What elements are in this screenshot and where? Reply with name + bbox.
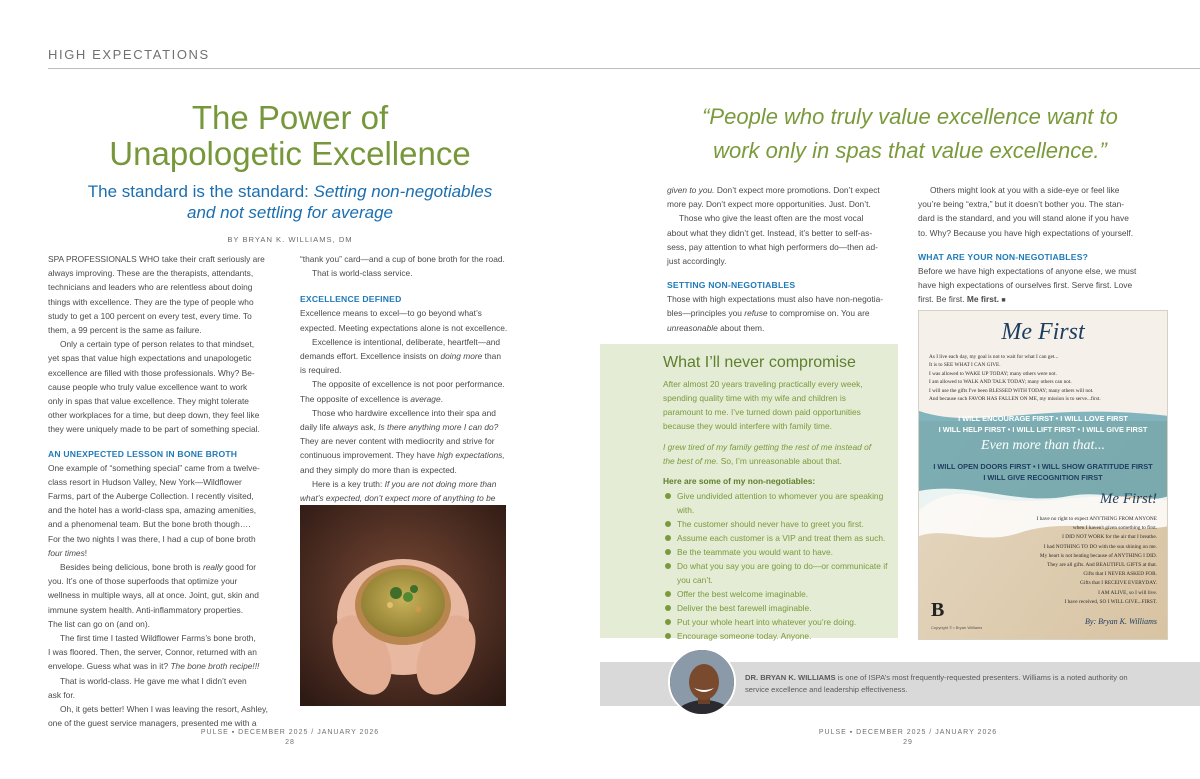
list-item: Give undivided attention to whomever you are speaking with. <box>663 489 893 517</box>
poster-title: Me First <box>1001 319 1085 345</box>
italic-text: really <box>202 562 223 573</box>
text-run: Don’t expect more promotions. Don’t expect <box>714 185 880 195</box>
text-line: to. Why? Because you have high expectations of yourself. <box>918 227 1134 238</box>
poster-line: I was allowed to WAKE UP TODAY; many others were not. <box>929 370 1057 377</box>
bold-text: Me first. <box>966 294 999 305</box>
text-line: Farms, part of the Auberge Collection. I recently visited, <box>48 491 254 502</box>
text-run: envelope. Guess what was in it? <box>48 661 171 672</box>
list-item: Be the teammate you would want to have. <box>663 545 893 559</box>
article-title <box>85 100 495 172</box>
poster-closing <box>929 515 1157 607</box>
text-line: because they would interfere with family time. <box>663 421 832 431</box>
col1-para-7 <box>48 702 286 730</box>
text-line: ask for. <box>48 689 75 700</box>
italic-text: average <box>410 393 441 404</box>
author-avatar <box>668 648 736 716</box>
section-heading: EXCELLENCE DEFINED <box>300 294 402 305</box>
title-line-1: The Power of <box>191 99 389 136</box>
text-line: more pay. Don’t expect more opportunities. Just. Don’t. <box>667 199 871 210</box>
poster-line: And because such FAVOR HAS FALLEN ON ME, my mission is to serve...first. <box>929 396 1101 403</box>
text-run: Besides being delicious, bone broth is <box>60 562 203 573</box>
poster-line: when I haven't given something to first. <box>1072 525 1157 532</box>
column-4 <box>918 183 1178 308</box>
text-line: you. It’s one of those superfoods that optimize your <box>48 576 238 587</box>
text-run: demands effort. Excellence insists on <box>300 351 441 362</box>
text-line: have high expectations of ourselves first. Serve first. Love <box>918 280 1133 291</box>
poster-line: I WILL ENCOURAGE FIRST • I WILL LOVE FIRST <box>958 414 1128 423</box>
text-run: about them. <box>717 322 765 333</box>
text-line: Before we have high expectations of anyone else, we must <box>918 265 1137 276</box>
text-line: and a phenomenal team. But the bone broth though…. <box>48 519 251 530</box>
col1-para-1 <box>48 252 286 337</box>
text-run: The opposite of excellence is <box>300 393 411 404</box>
footer-publication: PULSE ▪ DECEMBER 2025 / JANUARY 2026 <box>818 729 998 736</box>
section-heading: SETTING NON-NEGOTIABLES <box>667 280 796 291</box>
text-line: The first time I tasted Wildflower Farms’s bone broth, <box>60 633 256 644</box>
italic-text: refuse <box>744 308 768 319</box>
italic-text: doing more <box>440 351 483 362</box>
poster-logo: B <box>931 599 945 621</box>
pull-quote-line: “People who truly value excellence want to <box>702 104 1118 129</box>
subtitle-italic-2: and not settling for average <box>186 203 394 222</box>
italic-text: given to you. <box>667 185 715 195</box>
column-3 <box>667 183 903 335</box>
italic-text: If you are not doing more than <box>384 478 497 489</box>
text-run: good for <box>222 562 257 573</box>
text-run: is one of ISPA’s most frequently-requested presenters. Williams is a noted authority on <box>835 673 1128 682</box>
poster-pledge-2 <box>929 461 1157 483</box>
text-line: study to get a 100 percent on every test, every time. To <box>48 310 252 321</box>
poster-subtitle: Even more than that... <box>981 438 1105 453</box>
column-2 <box>300 252 520 505</box>
pull-quote <box>630 100 1190 168</box>
text-line: yet spas that value high expectations and unapologetic <box>48 353 252 364</box>
text-line: Those who hardwire excellence into their spa and <box>312 407 496 418</box>
poster-line: I will use the gifts I've been BLESSED WITH TODAY; many others will not. <box>929 387 1094 394</box>
subtitle-plain: The standard is the standard: <box>87 182 314 201</box>
header-rule <box>48 68 1200 69</box>
text-line: about what they didn’t get. Instead, it’s better to self-as- <box>667 227 873 238</box>
text-run: Here is a key truth: <box>312 478 385 489</box>
text-line: service excellence and leadership effectiveness. <box>745 685 908 694</box>
text-line: Excellence is intentional, deliberate, heartfelt—and <box>312 336 501 347</box>
text-line: wellness in multiple ways, all at once. Joint, gut, skin and <box>48 590 259 601</box>
col1-para-3 <box>48 461 286 560</box>
poster-copyright: Copyright © • Bryan Williams <box>931 625 983 630</box>
author-name: DR. BRYAN K. WILLIAMS <box>745 673 836 682</box>
page-number: 28 <box>285 739 295 746</box>
text-line: technicians and leaders who are relentless about doing <box>48 282 253 293</box>
poster-line: I have no right to expect ANYTHING FROM ANYONE <box>1036 516 1157 522</box>
text-line: SPA PROFESSIONALS WHO take their craft seriously are <box>48 254 265 264</box>
subtitle-italic-1: Setting non-negotiables <box>313 182 493 201</box>
italic-text: high expectations, <box>437 450 505 461</box>
text-line: sess, pay attention to what high performers do—then ad- <box>667 241 878 252</box>
poster-line: My heart is not beating because of ANYTHING I DID. <box>1039 552 1157 559</box>
list-item: Do what you say you are going to do—or communicate if you can’t. <box>663 559 893 587</box>
text-line: only in spas that value excellence. They might tolerate <box>48 396 249 407</box>
italic-text: Is there anything more I can do? <box>378 422 499 433</box>
text-line: and they simply do more than is expected. <box>300 464 457 475</box>
list-item: Offer the best welcome imaginable. <box>663 587 893 601</box>
title-line-2: Unapologetic Excellence <box>109 135 471 172</box>
text-line: excellence are filled with those professionals. Why? Be- <box>48 367 255 378</box>
text-run: bles—principles you <box>667 308 745 319</box>
poster-line: I WILL GIVE RECOGNITION FIRST <box>983 473 1103 482</box>
text-line: For the two nights I was there, I had a cup of bone broth <box>48 533 256 544</box>
poster-line: I am allowed to WALK AND TALK TODAY; many others can not. <box>929 379 1072 386</box>
non-negotiables-list <box>663 489 893 643</box>
section-heading: WHAT ARE YOUR NON-NEGOTIABLES? <box>918 251 1089 262</box>
text-run: ! <box>84 547 88 558</box>
text-line: other workplaces for a time, but deep down, they feel like <box>48 410 260 421</box>
text-line: expected. Meeting expectations alone is not excellence. <box>300 322 508 333</box>
text-line: immune system health. Anti-inflammatory properties. <box>48 604 244 615</box>
poster-line: Gifts that I RECEIVE EVERYDAY. <box>1080 580 1157 587</box>
text-line: Excellence means to excel—to go beyond what’s <box>300 308 482 319</box>
poster-line: I DID NOT WORK for the air that I breathe. <box>1062 534 1157 541</box>
text-line: Those with high expectations must also have non-negotia- <box>667 294 884 305</box>
poster-line: I had NOTHING TO DO with the sun shining on me. <box>1043 543 1157 550</box>
text-line: dard is the standard, and you will stand alone if you have <box>918 213 1129 224</box>
poster-signature: By: Bryan K. Williams <box>1085 617 1157 626</box>
text-line: Only a certain type of person relates to that mindset, <box>60 339 255 350</box>
text-run: daily life <box>300 422 333 433</box>
list-item: Put your whole heart into whatever you’re doing. <box>663 615 893 629</box>
poster-line: I have received, SO I WILL GIVE...FIRST. <box>1064 598 1157 605</box>
text-line: is required. <box>300 365 342 376</box>
text-line: That is world-class service. <box>312 268 413 279</box>
text-line: The list can go on (and on). <box>48 618 150 629</box>
text-line: That is world-class. He gave me what I didn’t even <box>60 675 247 686</box>
italic-text: what’s expected, don’t expect more of anything to be <box>300 493 496 504</box>
text-line: they were uniquely made to be part of something special. <box>48 424 260 435</box>
poster-line: I WILL HELP FIRST • I WILL LIFT FIRST • I WILL GIVE FIRST <box>938 425 1148 434</box>
text-line: spending quality time with my wife and children is <box>663 393 846 403</box>
text-line: Those who give the least often are the most vocal <box>679 213 864 224</box>
col1-para-2 <box>48 337 286 436</box>
text-line: They are never content with mediocrity and strive for <box>300 436 495 447</box>
author-portrait <box>670 650 736 716</box>
poster-heading-2: Me First! <box>1099 491 1157 507</box>
byline: BY BRYAN K. WILLIAMS, DM <box>227 235 353 244</box>
sidebar-title: What I’ll never compromise <box>663 354 856 371</box>
poster-line: As I live each day, my goal is not to wait for what I can get... <box>929 354 1059 360</box>
text-line: Others might look at you with a side-eye or feel like <box>930 185 1120 195</box>
text-line: them, a 99 percent is the same as failure. <box>48 325 202 336</box>
article-subtitle <box>50 181 530 223</box>
column-1 <box>48 252 286 731</box>
sidebar-box <box>600 344 898 641</box>
list-item: Assume each customer is a VIP and treat them as such. <box>663 531 893 545</box>
text-line: class resort in Hudson Valley, New York—Wildflower <box>48 476 242 487</box>
col1-para-5 <box>48 631 286 674</box>
text-line: things with excellence. They are the type of people who <box>48 296 254 307</box>
author-bio <box>745 672 1155 696</box>
italic-text: four times <box>48 547 85 558</box>
italic-text: unreasonable <box>667 322 718 333</box>
sidebar-para-2 <box>663 440 893 468</box>
section-heading: AN UNEXPECTED LESSON IN BONE BROTH <box>48 448 238 459</box>
text-run: to compromise on. You are <box>767 308 870 319</box>
italic-text: always <box>332 422 359 433</box>
sidebar-para-1 <box>663 377 893 433</box>
text-line: After almost 20 years traveling practically every week, <box>663 379 863 389</box>
text-line: just accordingly. <box>667 256 727 267</box>
text-line: one of the guest service managers, presented me with a <box>48 718 257 729</box>
text-line: I was floored. Then, the server, Connor, returned with an <box>48 647 257 658</box>
poster-line: It is to SEE WHAT I CAN GIVE. <box>929 362 1001 369</box>
bone-broth-illustration <box>300 505 506 706</box>
sidebar-list-heading: Here are some of my non-negotiables: <box>663 476 816 486</box>
poster-line: Gifts that I NEVER ASKED FOR. <box>1083 571 1157 578</box>
text-line: One example of “something special” came from a twelve- <box>48 462 260 473</box>
page-number: 29 <box>903 739 913 746</box>
italic-text: the best of me. <box>663 456 719 466</box>
bone-broth-photo <box>300 505 506 706</box>
sidebar-content <box>663 354 893 643</box>
list-item: The customer should never have to greet you first. <box>663 517 893 531</box>
poster-pledge-1 <box>929 413 1157 435</box>
text-line: Oh, it gets better! When I was leaving the resort, Ashley, <box>60 704 268 715</box>
section-label: HIGH EXPECTATIONS <box>48 47 210 62</box>
list-item: Deliver the best farewell imaginable. <box>663 601 893 615</box>
list-item: Encourage someone today. Anyone. <box>663 629 893 643</box>
text-line: and the hotel has a world-class spa, amazing amenities, <box>48 505 257 516</box>
text-line: The opposite of excellence is not poor performance. <box>312 379 505 390</box>
text-run: continuous improvement. They have <box>300 450 438 461</box>
text-line: always improving. These are the therapists, attendants, <box>48 268 254 279</box>
text-run: than <box>482 351 501 362</box>
text-run: . <box>440 393 443 404</box>
text-line: paramount to me. I’ve turned down paid opportunities <box>663 407 861 417</box>
footer-right <box>808 729 1008 746</box>
me-first-poster <box>918 310 1168 640</box>
text-line: you’re being “extra,” but it doesn’t bother you. The stan- <box>918 199 1125 210</box>
footer-publication: PULSE ▪ DECEMBER 2025 / JANUARY 2026 <box>200 729 380 736</box>
italic-text: I grew tired of my family getting the rest of me instead of <box>663 442 872 452</box>
italic-text: The bone broth recipe!!! <box>170 661 260 672</box>
footer-left <box>190 729 390 746</box>
text-run: So, I’m unreasonable about that. <box>718 456 842 466</box>
end-mark: ■ <box>1001 297 1006 305</box>
poster-intro <box>929 353 1157 403</box>
poster-line: I AM ALIVE, so I will live. <box>1098 589 1157 596</box>
pull-quote-line: work only in spas that value excellence.” <box>713 138 1107 163</box>
poster-line: I WILL OPEN DOORS FIRST • I WILL SHOW GRATITUDE FIRST <box>933 462 1153 471</box>
text-run: first. Be first. <box>918 294 967 305</box>
col1-para-6 <box>48 674 286 702</box>
poster-line: They are all gifts. And BEAUTIFUL GIFTS at that. <box>1047 562 1157 569</box>
text-line: cause people who truly value excellence want to work <box>48 381 248 392</box>
text-line: “thank you” card—and a cup of bone broth for the road. <box>300 254 505 264</box>
text-run: ask, <box>358 422 379 433</box>
col1-para-4 <box>48 560 286 631</box>
